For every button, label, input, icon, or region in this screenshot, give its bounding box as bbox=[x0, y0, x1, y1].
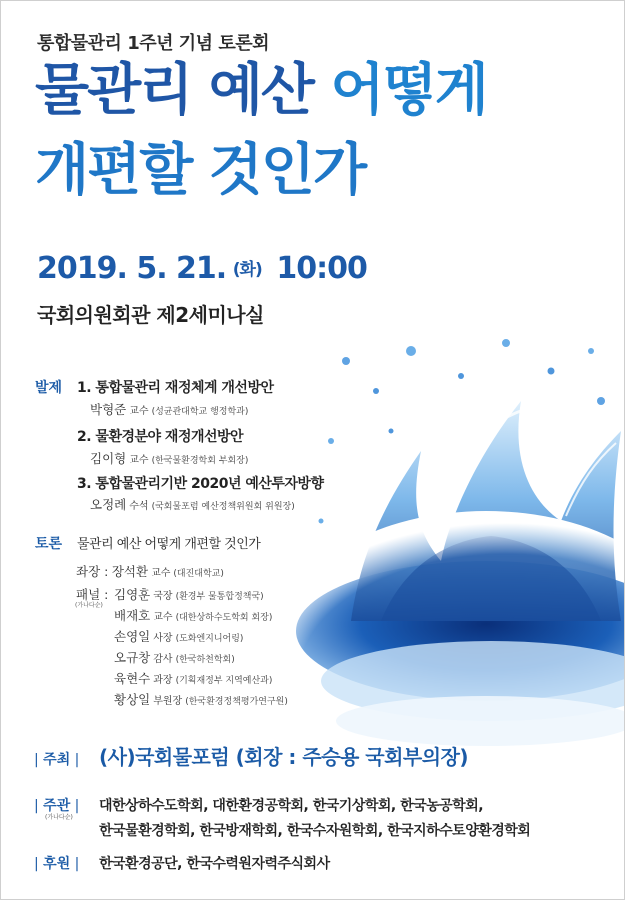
presentation-title: 1. 통합물관리 재정체계 개선방안 bbox=[77, 380, 274, 396]
water-splash-image bbox=[291, 331, 625, 751]
title-part-1: 물관리 예산 bbox=[35, 58, 313, 123]
presenter-name: 김이형 bbox=[90, 451, 127, 466]
presenter-affiliation: (한국물환경학회 부회장) bbox=[151, 456, 249, 466]
supervise-label: | 주관 | bbox=[34, 798, 80, 814]
host-name: (사)국회물포럼 (회장 : 주승용 국회부의장) bbox=[99, 745, 469, 769]
chair-label: 좌장 : bbox=[76, 564, 109, 579]
panelist-name: 손영일 bbox=[114, 629, 151, 644]
panelist-role: 교수 bbox=[153, 612, 173, 623]
chair-role: 교수 bbox=[151, 568, 171, 579]
presentation-title: 2. 물환경분야 재정개선방안 bbox=[77, 429, 244, 445]
panelist-role: 사장 bbox=[153, 633, 173, 644]
presenter-role: 교수 bbox=[129, 406, 149, 417]
panelist-name: 육현수 bbox=[114, 671, 151, 686]
page-title-line-2: 개편할 것인가 bbox=[35, 138, 366, 203]
panelist-role: 국장 bbox=[153, 591, 173, 602]
event-datetime bbox=[37, 251, 367, 286]
presentations-label: 발제 bbox=[35, 380, 63, 396]
panelist-role: 부원장 bbox=[153, 696, 183, 707]
supervise-line-1: 대한상하수도학회, 대한환경공학회, 한국기상학회, 한국농공학회, bbox=[99, 798, 484, 814]
discussion-topic: 물관리 예산 어떻게 개편할 것인가 bbox=[77, 537, 261, 552]
presenter-role: 교수 bbox=[129, 455, 149, 466]
panelist-name: 황상일 bbox=[114, 692, 151, 707]
host-label: | 주최 | bbox=[34, 752, 80, 768]
event-subtitle: 통합물관리 1주년 기념 토론회 bbox=[37, 33, 269, 54]
presenter bbox=[90, 400, 248, 418]
presenter-role: 수석 bbox=[129, 501, 149, 512]
page-title-line-1 bbox=[35, 59, 487, 123]
panelist-role: 과장 bbox=[153, 675, 173, 686]
title-part-2: 어떻게 bbox=[330, 58, 487, 123]
panelist-name: 김영훈 bbox=[114, 587, 151, 602]
panelist bbox=[114, 606, 272, 624]
panelist-role: 감사 bbox=[153, 654, 173, 665]
panelist-name: 배재호 bbox=[114, 608, 151, 623]
panelist bbox=[114, 585, 264, 603]
panelist-affiliation: (도화엔지니어링) bbox=[175, 634, 244, 644]
event-weekday: (화) bbox=[232, 260, 262, 280]
panelist-name: 오규창 bbox=[114, 650, 151, 665]
panelist bbox=[114, 648, 235, 666]
presenter bbox=[90, 449, 248, 467]
panelist bbox=[114, 669, 272, 687]
event-date: 2019. 5. 21. bbox=[37, 251, 227, 286]
presenter-name: 오정례 bbox=[90, 497, 127, 512]
chair-name: 장석환 bbox=[111, 564, 149, 579]
supervise-order-note: (가나다순) bbox=[45, 814, 73, 821]
panelist bbox=[114, 627, 243, 645]
presenter-affiliation: (국회물포럼 예산정책위원회 위원장) bbox=[151, 502, 295, 512]
panel-order-note: (가나다순) bbox=[75, 602, 103, 609]
panel-label: 패널 : bbox=[76, 587, 109, 602]
panelist-affiliation: (한국하천학회) bbox=[175, 655, 235, 665]
event-time: 10:00 bbox=[276, 251, 367, 286]
presentation-title: 3. 통합물관리기반 2020년 예산투자방향 bbox=[77, 476, 324, 492]
sponsor-label: | 후원 | bbox=[34, 856, 80, 872]
panelist bbox=[114, 690, 288, 708]
presenter bbox=[90, 495, 295, 513]
panelist-affiliation: (환경부 물통합정책국) bbox=[175, 592, 264, 602]
event-venue: 국회의원회관 제2세미나실 bbox=[37, 303, 264, 327]
discussion-label: 토론 bbox=[35, 536, 63, 552]
sponsor-names: 한국환경공단, 한국수력원자력주식회사 bbox=[99, 856, 330, 872]
panelist-affiliation: (한국환경정책평가연구원) bbox=[185, 697, 288, 707]
chair-affiliation: (대진대학교) bbox=[173, 569, 224, 579]
presenter-name: 박형준 bbox=[90, 402, 127, 417]
panelist-affiliation: (기획재정부 지역예산과) bbox=[175, 676, 273, 686]
supervise-line-2: 한국물환경학회, 한국방재학회, 한국수자원학회, 한국지하수토양환경학회 bbox=[99, 823, 531, 839]
chair bbox=[76, 562, 224, 580]
presenter-affiliation: (성균관대학교 행정학과) bbox=[151, 407, 249, 417]
panelist-affiliation: (대한상하수도학회 회장) bbox=[175, 613, 273, 623]
